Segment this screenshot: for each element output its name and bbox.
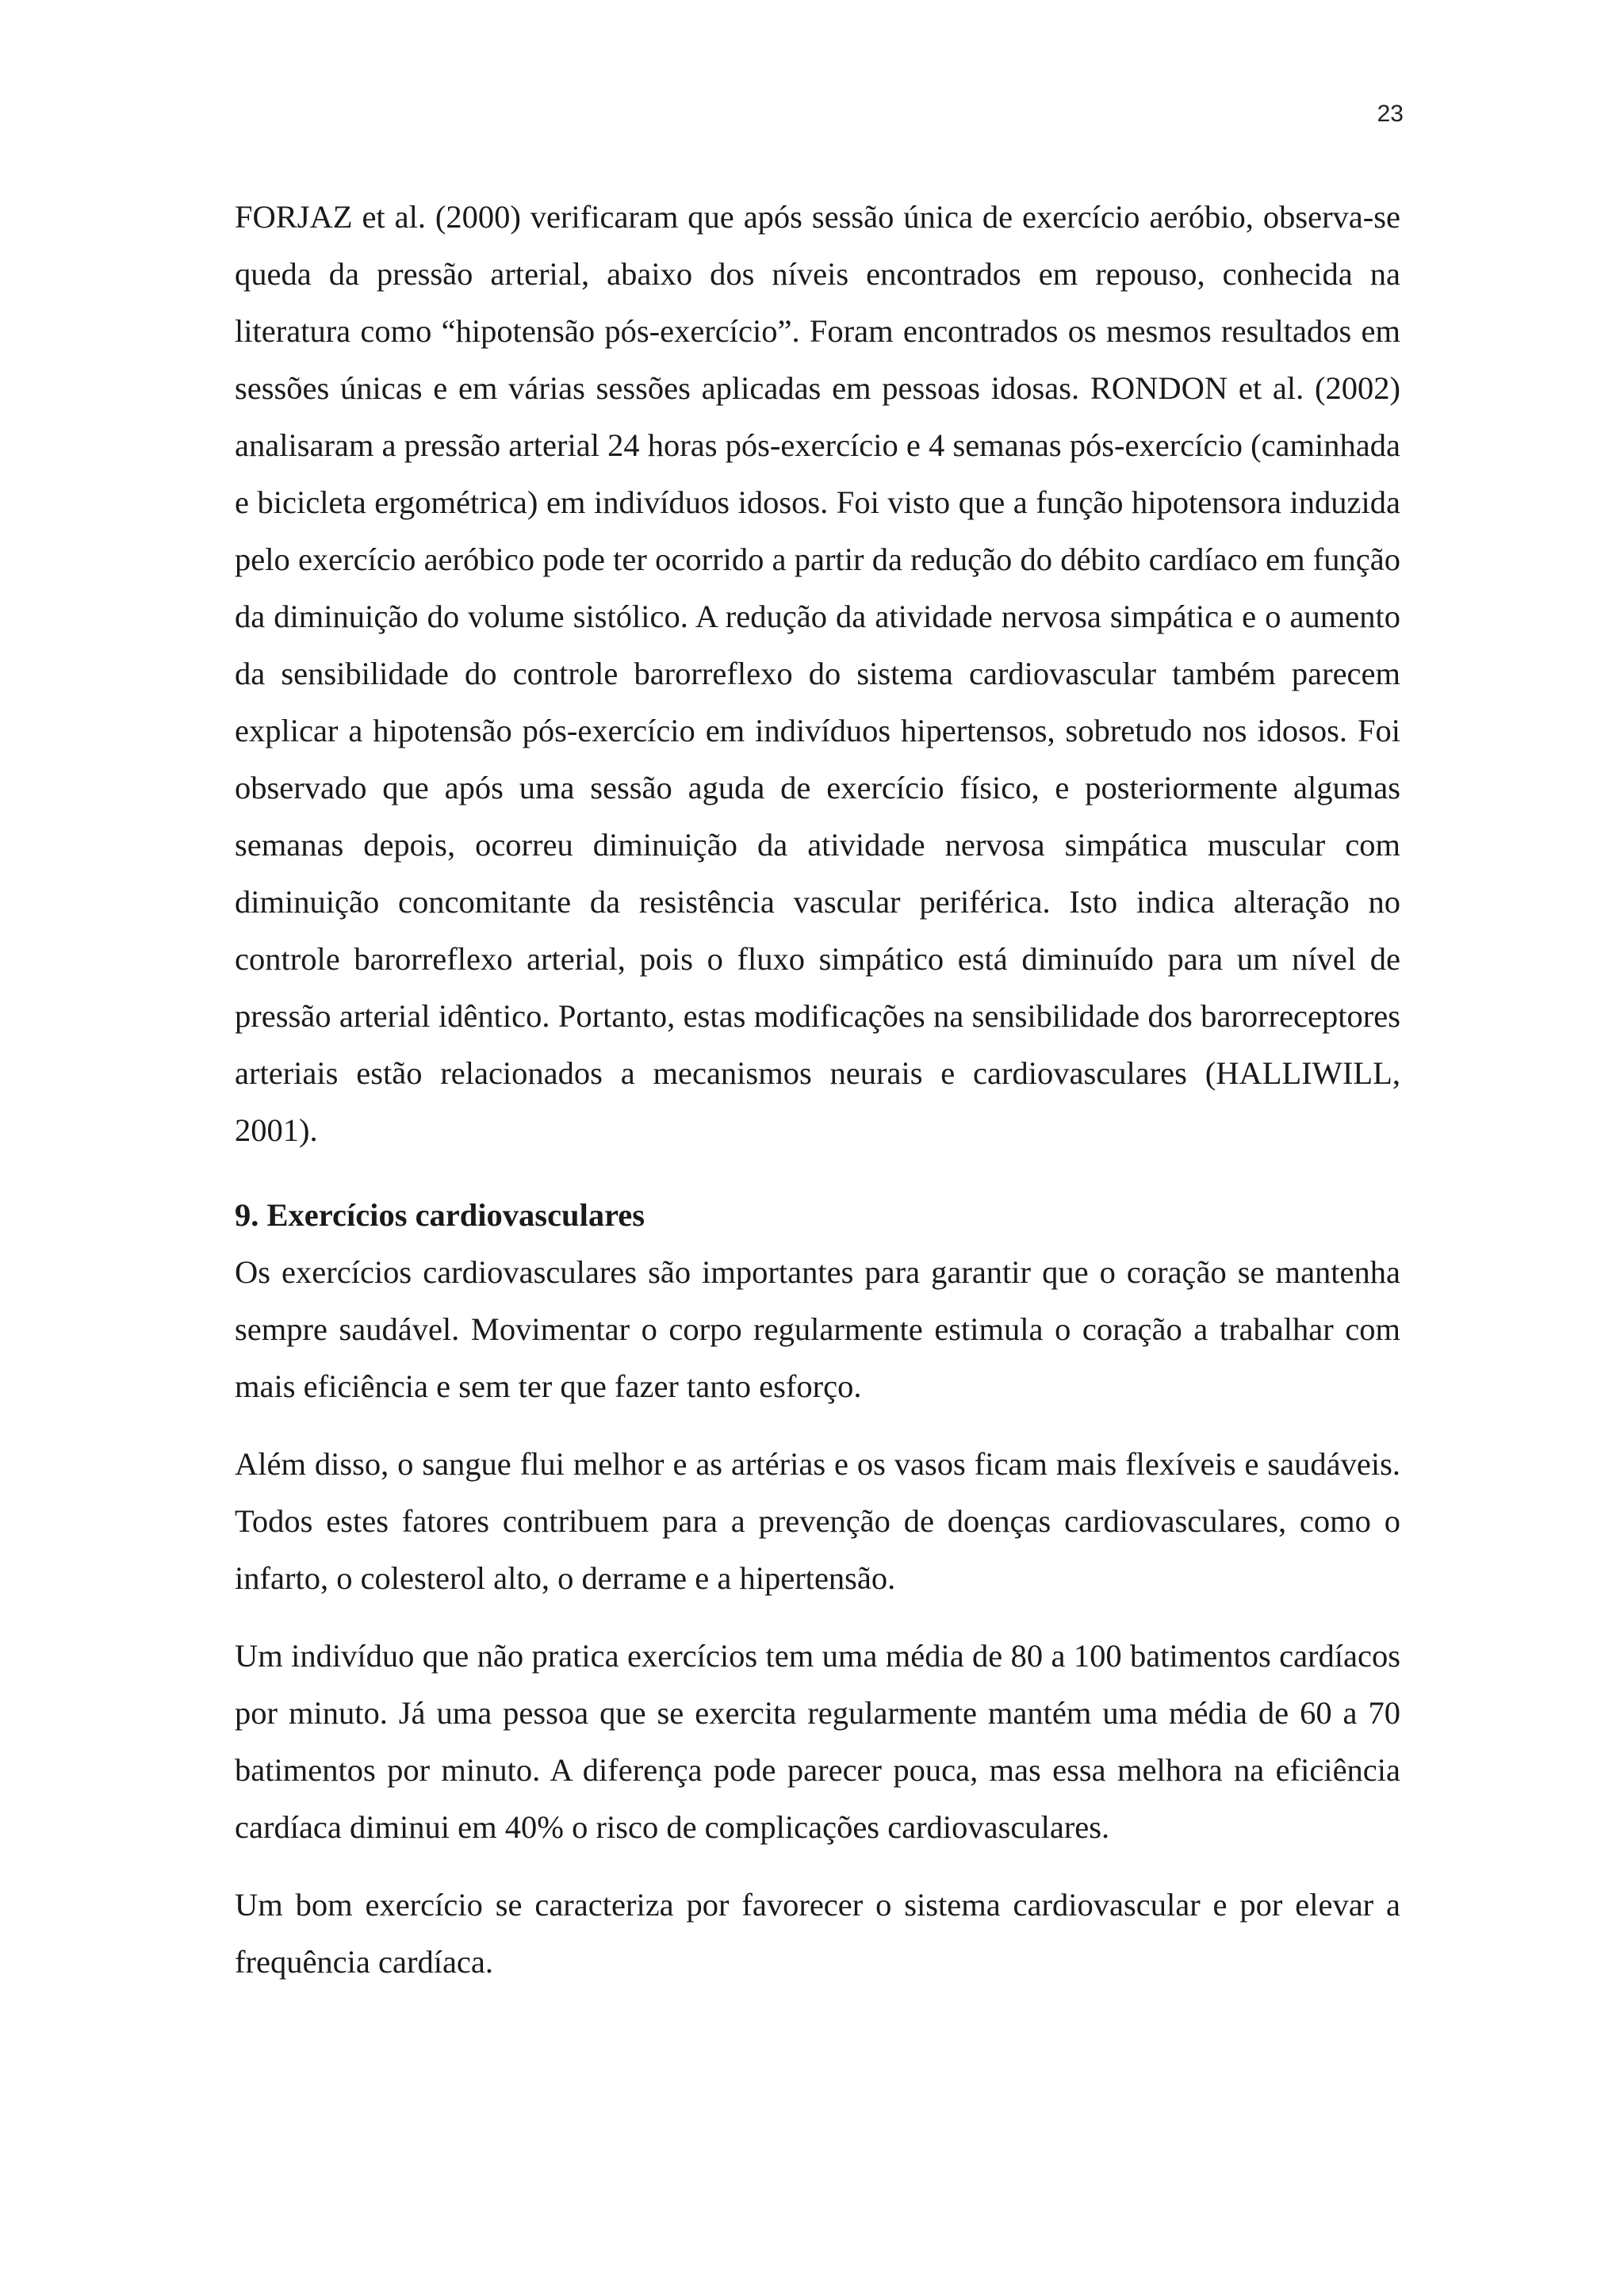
paragraph-importance: Os exercícios cardiovasculares são importantes para garantir que o coração se mantenha sempre saudável. Movimentar o corpo regularmente estimula o coração a trabalhar com mais eficiência e sem ter que fazer tanto esforço. (235, 1254, 1400, 1404)
paragraph-blood-flow: Além disso, o sangue flui melhor e as artérias e os vasos ficam mais flexíveis e saudáveis. Todos estes fatores contribuem para a prevenção de doenças cardiovasculares, como o infarto, o colesterol alto, o derrame e a hipertensão. (235, 1446, 1400, 1596)
section-heading: 9. Exercícios cardiovasculares (235, 1197, 645, 1233)
paragraph-heart-rate: Um indivíduo que não pratica exercícios tem uma média de 80 a 100 batimentos cardíacos por minuto. Já uma pessoa que se exercita regularmente mantém uma média de 60 a 70 batimentos por minuto. A diferença pode parecer pouca, mas essa melhora na eficiência cardíaca diminui em 40% o risco de complicações cardiovasculares. (235, 1638, 1400, 1845)
document-body (235, 189, 1400, 1991)
paragraph-good-exercise: Um bom exercício se caracteriza por favorecer o sistema cardiovascular e por elevar a frequência cardíaca. (235, 1887, 1400, 1980)
page-number: 23 (1377, 101, 1404, 127)
paragraph-forjaz: FORJAZ et al. (2000) verificaram que após sessão única de exercício aeróbio, observa-se queda da pressão arterial, abaixo dos níveis encontrados em repouso, conhecida na literatura como “hipotensão pós-exercício”. Foram encontrados os mesmos resultados em sessões únicas e em várias sessões aplicadas em pessoas idosas. RONDON et al. (2002) analisaram a pressão arterial 24 horas pós-exercício e 4 semanas pós-exercício (caminhada e bicicleta ergométrica) em indivíduos idosos. Foi visto que a função hipotensora induzida pelo exercício aeróbico pode ter ocorrido a partir da redução do débito cardíaco em função da diminuição do volume sistólico. A redução da atividade nervosa simpática e o aumento da sensibilidade do controle barorreflexo do sistema cardiovascular também parecem explicar a hipotensão pós-exercício em indivíduos hipertensos, sobretudo nos idosos. Foi observado que após uma sessão aguda de exercício físico, e posteriormente algumas semanas depois, ocorreu diminuição da atividade nervosa simpática muscular com diminuição concomitante da resistência vascular periférica. Isto indica alteração no controle barorreflexo arterial, pois o fluxo simpático está diminuído para um nível de pressão arterial idêntico. Portanto, estas modificações na sensibilidade dos barorreceptores arteriais estão relacionados a mecanismos neurais e cardiovasculares (HALLIWILL, 2001). (235, 199, 1400, 1148)
